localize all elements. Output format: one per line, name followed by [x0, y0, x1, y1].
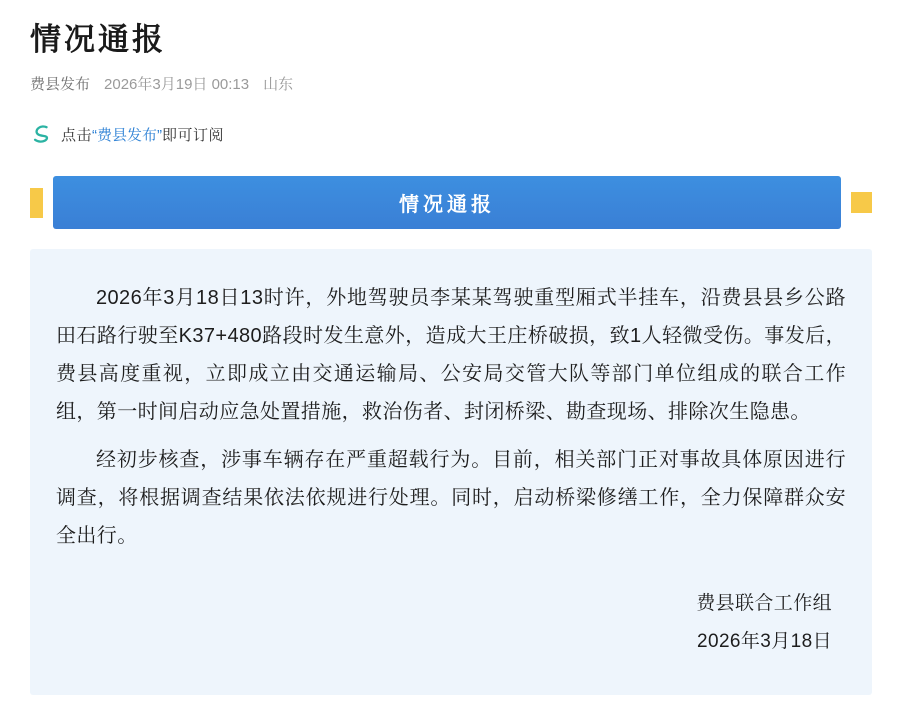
banner-right-tick — [851, 192, 872, 213]
signature-org: 费县联合工作组 — [696, 593, 832, 614]
notice-paragraph-1: 2026年3月18日13时许，外地驾驶员李某某驾驶重型厢式半挂车，沿费县县乡公路田石路行驶至K37+480路段时发生意外，造成大王庄桥破损，致1人轻微受伤。事发后，费县高度重视，立即成立由交通运输局、公安局交管大队等部门单位组成的联合工作组，第一时间启动应急处置措施，救治伤者、封闭桥梁、勘查现场、排除次生隐患。 — [56, 287, 846, 423]
banner-row — [30, 176, 872, 229]
banner-title: 情况通报 — [53, 176, 841, 229]
subscribe-account-link[interactable]: “费县发布” — [92, 127, 163, 144]
notice-paragraph-2: 经初步核查，涉事车辆存在严重超载行为。目前，相关部门正对事故具体原因进行调查，将根据调查结果依法依规进行处理。同时，启动桥梁修缮工作，全力保障群众安全出行。 — [56, 449, 846, 547]
subscribe-suffix: 即可订阅 — [162, 127, 225, 144]
signature-date: 2026年3月18日 — [697, 631, 832, 652]
notice-card — [30, 249, 872, 695]
publish-timestamp: 2026年3月19日 00:13 — [104, 76, 250, 93]
publish-region: 山东 — [263, 76, 294, 93]
account-name[interactable]: 费县发布 — [30, 76, 91, 93]
signature-block — [696, 585, 832, 661]
subscribe-row[interactable] — [30, 124, 872, 148]
article-meta — [30, 74, 872, 96]
subscribe-prefix: 点击 — [61, 127, 93, 144]
page-title: 情况通报 — [30, 22, 166, 57]
banner-left-tick — [30, 188, 43, 218]
sohu-logo-icon — [30, 124, 52, 148]
